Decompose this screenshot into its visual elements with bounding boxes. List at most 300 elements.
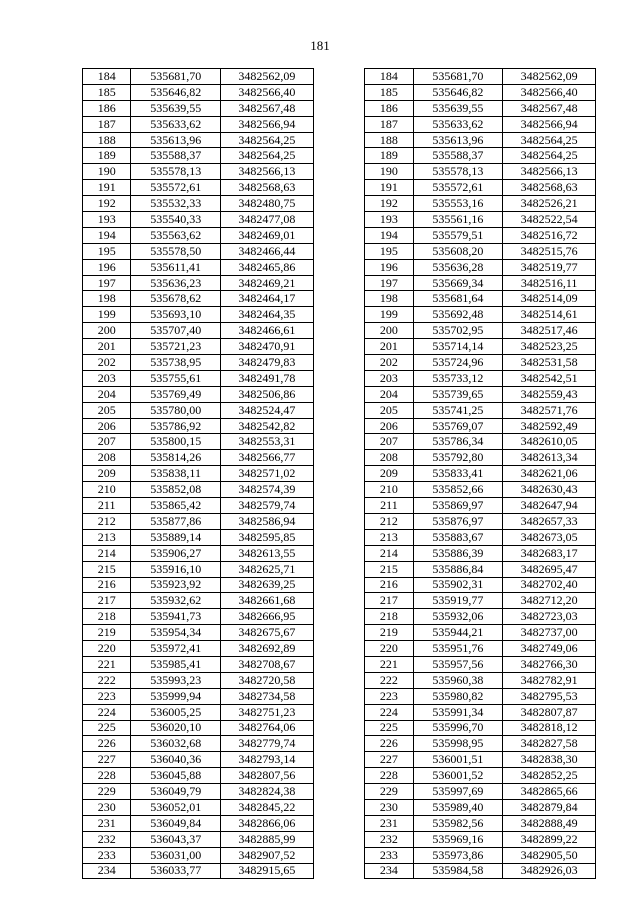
table-row [83, 69, 596, 85]
right-point-number-cell: 197 [365, 275, 413, 291]
left-point-number-cell: 223 [83, 688, 131, 704]
right-x-coordinate-cell: 535973,86 [413, 847, 503, 863]
right-x-coordinate-cell: 535998,95 [413, 736, 503, 752]
column-gap [313, 688, 365, 704]
column-gap [313, 704, 365, 720]
left-x-coordinate-cell: 535678,62 [131, 291, 221, 307]
left-x-coordinate-cell: 535611,41 [131, 259, 221, 275]
left-x-coordinate-cell: 535540,33 [131, 212, 221, 228]
table-row [83, 275, 596, 291]
left-x-coordinate-cell: 535578,50 [131, 243, 221, 259]
right-x-coordinate-cell: 535553,16 [413, 196, 503, 212]
right-x-coordinate-cell: 535786,34 [413, 434, 503, 450]
right-y-coordinate-cell: 3482673,05 [503, 529, 596, 545]
right-point-number-cell: 220 [365, 641, 413, 657]
left-y-coordinate-cell: 3482915,65 [221, 863, 314, 879]
right-y-coordinate-cell: 3482564,25 [503, 148, 596, 164]
table-row [83, 688, 596, 704]
right-point-number-cell: 186 [365, 100, 413, 116]
left-x-coordinate-cell: 535941,73 [131, 609, 221, 625]
column-gap [313, 593, 365, 609]
right-point-number-cell: 234 [365, 863, 413, 879]
table-row [83, 593, 596, 609]
left-point-number-cell: 211 [83, 498, 131, 514]
left-point-number-cell: 208 [83, 450, 131, 466]
right-point-number-cell: 226 [365, 736, 413, 752]
right-y-coordinate-cell: 3482610,05 [503, 434, 596, 450]
right-y-coordinate-cell: 3482567,48 [503, 100, 596, 116]
left-y-coordinate-cell: 3482542,82 [221, 418, 314, 434]
left-x-coordinate-cell: 536040,36 [131, 752, 221, 768]
right-point-number-cell: 192 [365, 196, 413, 212]
left-y-coordinate-cell: 3482566,40 [221, 84, 314, 100]
column-gap [313, 609, 365, 625]
table-row [83, 831, 596, 847]
left-point-number-cell: 229 [83, 784, 131, 800]
right-x-coordinate-cell: 535991,34 [413, 704, 503, 720]
right-y-coordinate-cell: 3482559,43 [503, 386, 596, 402]
right-x-coordinate-cell: 535902,31 [413, 577, 503, 593]
right-x-coordinate-cell: 535944,21 [413, 625, 503, 641]
right-point-number-cell: 218 [365, 609, 413, 625]
table-row [83, 513, 596, 529]
right-y-coordinate-cell: 3482566,13 [503, 164, 596, 180]
left-x-coordinate-cell: 536020,10 [131, 720, 221, 736]
table-row [83, 561, 596, 577]
left-point-number-cell: 232 [83, 831, 131, 847]
left-x-coordinate-cell: 536032,68 [131, 736, 221, 752]
right-point-number-cell: 221 [365, 656, 413, 672]
right-x-coordinate-cell: 535996,70 [413, 720, 503, 736]
left-y-coordinate-cell: 3482764,06 [221, 720, 314, 736]
column-gap [313, 84, 365, 100]
left-point-number-cell: 194 [83, 227, 131, 243]
column-gap [313, 720, 365, 736]
left-point-number-cell: 218 [83, 609, 131, 625]
table-row [83, 84, 596, 100]
right-y-coordinate-cell: 3482531,58 [503, 355, 596, 371]
right-y-coordinate-cell: 3482564,25 [503, 132, 596, 148]
right-point-number-cell: 231 [365, 815, 413, 831]
right-y-coordinate-cell: 3482782,91 [503, 672, 596, 688]
left-y-coordinate-cell: 3482708,67 [221, 656, 314, 672]
left-point-number-cell: 212 [83, 513, 131, 529]
right-x-coordinate-cell: 535951,76 [413, 641, 503, 657]
column-gap [313, 148, 365, 164]
right-point-number-cell: 224 [365, 704, 413, 720]
left-x-coordinate-cell: 535954,34 [131, 625, 221, 641]
table-row [83, 116, 596, 132]
right-point-number-cell: 204 [365, 386, 413, 402]
right-y-coordinate-cell: 3482526,21 [503, 196, 596, 212]
table-row [83, 466, 596, 482]
left-y-coordinate-cell: 3482639,25 [221, 577, 314, 593]
right-y-coordinate-cell: 3482568,63 [503, 180, 596, 196]
right-point-number-cell: 185 [365, 84, 413, 100]
left-y-coordinate-cell: 3482524,47 [221, 402, 314, 418]
left-point-number-cell: 202 [83, 355, 131, 371]
right-y-coordinate-cell: 3482515,76 [503, 243, 596, 259]
coordinates-table [82, 68, 596, 879]
right-point-number-cell: 227 [365, 752, 413, 768]
left-x-coordinate-cell: 535532,33 [131, 196, 221, 212]
column-gap [313, 370, 365, 386]
left-point-number-cell: 231 [83, 815, 131, 831]
left-y-coordinate-cell: 3482807,56 [221, 768, 314, 784]
coordinates-table-body [83, 69, 596, 879]
right-y-coordinate-cell: 3482905,50 [503, 847, 596, 863]
left-x-coordinate-cell: 536049,79 [131, 784, 221, 800]
left-y-coordinate-cell: 3482562,09 [221, 69, 314, 85]
left-y-coordinate-cell: 3482574,39 [221, 482, 314, 498]
column-gap [313, 450, 365, 466]
left-point-number-cell: 224 [83, 704, 131, 720]
left-x-coordinate-cell: 535889,14 [131, 529, 221, 545]
left-x-coordinate-cell: 536005,25 [131, 704, 221, 720]
left-y-coordinate-cell: 3482564,25 [221, 148, 314, 164]
right-x-coordinate-cell: 535883,67 [413, 529, 503, 545]
left-point-number-cell: 203 [83, 370, 131, 386]
left-x-coordinate-cell: 536052,01 [131, 799, 221, 815]
right-y-coordinate-cell: 3482818,12 [503, 720, 596, 736]
column-gap [313, 69, 365, 85]
right-x-coordinate-cell: 535957,56 [413, 656, 503, 672]
right-point-number-cell: 233 [365, 847, 413, 863]
left-y-coordinate-cell: 3482586,94 [221, 513, 314, 529]
column-gap [313, 323, 365, 339]
left-y-coordinate-cell: 3482566,94 [221, 116, 314, 132]
right-x-coordinate-cell: 535769,07 [413, 418, 503, 434]
left-point-number-cell: 234 [83, 863, 131, 879]
right-point-number-cell: 212 [365, 513, 413, 529]
right-point-number-cell: 196 [365, 259, 413, 275]
right-point-number-cell: 213 [365, 529, 413, 545]
left-x-coordinate-cell: 535916,10 [131, 561, 221, 577]
right-x-coordinate-cell: 535588,37 [413, 148, 503, 164]
right-y-coordinate-cell: 3482795,53 [503, 688, 596, 704]
left-x-coordinate-cell: 535721,23 [131, 339, 221, 355]
right-x-coordinate-cell: 535579,51 [413, 227, 503, 243]
right-point-number-cell: 201 [365, 339, 413, 355]
table-row [83, 212, 596, 228]
column-gap [313, 799, 365, 815]
left-point-number-cell: 233 [83, 847, 131, 863]
column-gap [313, 672, 365, 688]
left-x-coordinate-cell: 535865,42 [131, 498, 221, 514]
right-y-coordinate-cell: 3482592,49 [503, 418, 596, 434]
right-y-coordinate-cell: 3482517,46 [503, 323, 596, 339]
right-point-number-cell: 187 [365, 116, 413, 132]
left-y-coordinate-cell: 3482885,99 [221, 831, 314, 847]
right-y-coordinate-cell: 3482702,40 [503, 577, 596, 593]
table-row [83, 656, 596, 672]
table-row [83, 863, 596, 879]
right-y-coordinate-cell: 3482516,11 [503, 275, 596, 291]
table-row [83, 164, 596, 180]
table-row [83, 847, 596, 863]
left-y-coordinate-cell: 3482613,55 [221, 545, 314, 561]
left-y-coordinate-cell: 3482625,71 [221, 561, 314, 577]
left-point-number-cell: 189 [83, 148, 131, 164]
left-point-number-cell: 222 [83, 672, 131, 688]
right-x-coordinate-cell: 535681,64 [413, 291, 503, 307]
right-y-coordinate-cell: 3482514,09 [503, 291, 596, 307]
right-point-number-cell: 205 [365, 402, 413, 418]
left-point-number-cell: 195 [83, 243, 131, 259]
left-point-number-cell: 206 [83, 418, 131, 434]
column-gap [313, 196, 365, 212]
right-point-number-cell: 198 [365, 291, 413, 307]
table-row [83, 720, 596, 736]
right-y-coordinate-cell: 3482566,94 [503, 116, 596, 132]
right-y-coordinate-cell: 3482519,77 [503, 259, 596, 275]
right-point-number-cell: 210 [365, 482, 413, 498]
left-x-coordinate-cell: 535932,62 [131, 593, 221, 609]
left-y-coordinate-cell: 3482465,86 [221, 259, 314, 275]
right-y-coordinate-cell: 3482852,25 [503, 768, 596, 784]
column-gap [313, 641, 365, 657]
table-row [83, 180, 596, 196]
right-y-coordinate-cell: 3482899,22 [503, 831, 596, 847]
right-point-number-cell: 222 [365, 672, 413, 688]
column-gap [313, 831, 365, 847]
column-gap [313, 339, 365, 355]
left-y-coordinate-cell: 3482845,22 [221, 799, 314, 815]
right-x-coordinate-cell: 535639,55 [413, 100, 503, 116]
table-row [83, 784, 596, 800]
column-gap [313, 847, 365, 863]
left-y-coordinate-cell: 3482469,21 [221, 275, 314, 291]
left-x-coordinate-cell: 535588,37 [131, 148, 221, 164]
column-gap [313, 656, 365, 672]
right-x-coordinate-cell: 535633,62 [413, 116, 503, 132]
left-x-coordinate-cell: 535738,95 [131, 355, 221, 371]
right-x-coordinate-cell: 535852,66 [413, 482, 503, 498]
right-point-number-cell: 209 [365, 466, 413, 482]
right-y-coordinate-cell: 3482542,51 [503, 370, 596, 386]
left-y-coordinate-cell: 3482491,78 [221, 370, 314, 386]
right-x-coordinate-cell: 535669,34 [413, 275, 503, 291]
left-point-number-cell: 198 [83, 291, 131, 307]
right-point-number-cell: 195 [365, 243, 413, 259]
column-gap [313, 513, 365, 529]
left-y-coordinate-cell: 3482734,58 [221, 688, 314, 704]
table-row [83, 339, 596, 355]
left-x-coordinate-cell: 535852,08 [131, 482, 221, 498]
left-x-coordinate-cell: 535572,61 [131, 180, 221, 196]
right-point-number-cell: 184 [365, 69, 413, 85]
table-row [83, 323, 596, 339]
right-y-coordinate-cell: 3482827,58 [503, 736, 596, 752]
left-x-coordinate-cell: 535972,41 [131, 641, 221, 657]
column-gap [313, 355, 365, 371]
left-y-coordinate-cell: 3482566,77 [221, 450, 314, 466]
left-point-number-cell: 185 [83, 84, 131, 100]
column-gap [313, 259, 365, 275]
left-point-number-cell: 214 [83, 545, 131, 561]
right-x-coordinate-cell: 535741,25 [413, 402, 503, 418]
right-y-coordinate-cell: 3482712,20 [503, 593, 596, 609]
left-y-coordinate-cell: 3482568,63 [221, 180, 314, 196]
right-x-coordinate-cell: 536001,52 [413, 768, 503, 784]
table-row [83, 418, 596, 434]
left-point-number-cell: 219 [83, 625, 131, 641]
right-x-coordinate-cell: 535886,39 [413, 545, 503, 561]
left-x-coordinate-cell: 535707,40 [131, 323, 221, 339]
right-x-coordinate-cell: 535886,84 [413, 561, 503, 577]
right-point-number-cell: 202 [365, 355, 413, 371]
left-x-coordinate-cell: 535838,11 [131, 466, 221, 482]
column-gap [313, 100, 365, 116]
column-gap [313, 466, 365, 482]
right-point-number-cell: 219 [365, 625, 413, 641]
left-point-number-cell: 197 [83, 275, 131, 291]
left-y-coordinate-cell: 3482480,75 [221, 196, 314, 212]
table-row [83, 498, 596, 514]
table-row [83, 307, 596, 323]
column-gap [313, 212, 365, 228]
left-y-coordinate-cell: 3482506,86 [221, 386, 314, 402]
left-x-coordinate-cell: 535563,62 [131, 227, 221, 243]
left-y-coordinate-cell: 3482666,95 [221, 609, 314, 625]
column-gap [313, 625, 365, 641]
column-gap [313, 863, 365, 879]
left-y-coordinate-cell: 3482479,83 [221, 355, 314, 371]
left-point-number-cell: 230 [83, 799, 131, 815]
right-point-number-cell: 191 [365, 180, 413, 196]
left-x-coordinate-cell: 535923,92 [131, 577, 221, 593]
left-y-coordinate-cell: 3482866,06 [221, 815, 314, 831]
table-row [83, 100, 596, 116]
column-gap [313, 815, 365, 831]
column-gap [313, 116, 365, 132]
left-x-coordinate-cell: 536031,00 [131, 847, 221, 863]
column-gap [313, 402, 365, 418]
table-row [83, 148, 596, 164]
right-x-coordinate-cell: 535681,70 [413, 69, 503, 85]
left-y-coordinate-cell: 3482464,17 [221, 291, 314, 307]
table-row [83, 434, 596, 450]
right-x-coordinate-cell: 535646,82 [413, 84, 503, 100]
right-y-coordinate-cell: 3482695,47 [503, 561, 596, 577]
right-y-coordinate-cell: 3482657,33 [503, 513, 596, 529]
column-gap [313, 386, 365, 402]
column-gap [313, 243, 365, 259]
left-y-coordinate-cell: 3482579,74 [221, 498, 314, 514]
left-x-coordinate-cell: 535693,10 [131, 307, 221, 323]
left-x-coordinate-cell: 535800,15 [131, 434, 221, 450]
left-y-coordinate-cell: 3482564,25 [221, 132, 314, 148]
right-x-coordinate-cell: 535984,58 [413, 863, 503, 879]
right-point-number-cell: 207 [365, 434, 413, 450]
right-y-coordinate-cell: 3482516,72 [503, 227, 596, 243]
right-x-coordinate-cell: 535833,41 [413, 466, 503, 482]
left-point-number-cell: 207 [83, 434, 131, 450]
column-gap [313, 291, 365, 307]
table-row [83, 450, 596, 466]
right-point-number-cell: 199 [365, 307, 413, 323]
right-y-coordinate-cell: 3482865,66 [503, 784, 596, 800]
right-point-number-cell: 215 [365, 561, 413, 577]
table-row [83, 529, 596, 545]
right-x-coordinate-cell: 535869,97 [413, 498, 503, 514]
right-x-coordinate-cell: 535561,16 [413, 212, 503, 228]
left-x-coordinate-cell: 536033,77 [131, 863, 221, 879]
table-row [83, 768, 596, 784]
right-x-coordinate-cell: 535980,82 [413, 688, 503, 704]
right-x-coordinate-cell: 535919,77 [413, 593, 503, 609]
right-x-coordinate-cell: 535636,28 [413, 259, 503, 275]
left-y-coordinate-cell: 3482553,31 [221, 434, 314, 450]
table-row [83, 259, 596, 275]
left-point-number-cell: 190 [83, 164, 131, 180]
right-y-coordinate-cell: 3482562,09 [503, 69, 596, 85]
left-y-coordinate-cell: 3482466,61 [221, 323, 314, 339]
right-y-coordinate-cell: 3482571,76 [503, 402, 596, 418]
right-x-coordinate-cell: 535792,80 [413, 450, 503, 466]
right-x-coordinate-cell: 535960,38 [413, 672, 503, 688]
right-y-coordinate-cell: 3482647,94 [503, 498, 596, 514]
table-row [83, 736, 596, 752]
right-point-number-cell: 188 [365, 132, 413, 148]
left-point-number-cell: 184 [83, 69, 131, 85]
left-y-coordinate-cell: 3482469,01 [221, 227, 314, 243]
left-x-coordinate-cell: 535877,86 [131, 513, 221, 529]
right-y-coordinate-cell: 3482879,84 [503, 799, 596, 815]
column-gap [313, 529, 365, 545]
left-y-coordinate-cell: 3482571,02 [221, 466, 314, 482]
column-gap [313, 768, 365, 784]
table-row [83, 196, 596, 212]
left-x-coordinate-cell: 535999,94 [131, 688, 221, 704]
left-point-number-cell: 192 [83, 196, 131, 212]
table-row [83, 577, 596, 593]
right-y-coordinate-cell: 3482737,00 [503, 625, 596, 641]
left-point-number-cell: 193 [83, 212, 131, 228]
left-y-coordinate-cell: 3482675,67 [221, 625, 314, 641]
table-row [83, 641, 596, 657]
left-point-number-cell: 186 [83, 100, 131, 116]
right-y-coordinate-cell: 3482613,34 [503, 450, 596, 466]
table-row [83, 625, 596, 641]
right-y-coordinate-cell: 3482766,30 [503, 656, 596, 672]
table-row [83, 609, 596, 625]
left-x-coordinate-cell: 535639,55 [131, 100, 221, 116]
table-row [83, 482, 596, 498]
right-x-coordinate-cell: 535997,69 [413, 784, 503, 800]
left-y-coordinate-cell: 3482464,35 [221, 307, 314, 323]
right-x-coordinate-cell: 535876,97 [413, 513, 503, 529]
left-point-number-cell: 201 [83, 339, 131, 355]
right-x-coordinate-cell: 535714,14 [413, 339, 503, 355]
left-y-coordinate-cell: 3482470,91 [221, 339, 314, 355]
right-y-coordinate-cell: 3482514,61 [503, 307, 596, 323]
left-y-coordinate-cell: 3482907,52 [221, 847, 314, 863]
right-y-coordinate-cell: 3482522,54 [503, 212, 596, 228]
left-x-coordinate-cell: 535636,23 [131, 275, 221, 291]
right-x-coordinate-cell: 535724,96 [413, 355, 503, 371]
left-point-number-cell: 217 [83, 593, 131, 609]
right-point-number-cell: 190 [365, 164, 413, 180]
table-row [83, 545, 596, 561]
right-point-number-cell: 228 [365, 768, 413, 784]
right-x-coordinate-cell: 535572,61 [413, 180, 503, 196]
left-x-coordinate-cell: 535646,82 [131, 84, 221, 100]
right-y-coordinate-cell: 3482749,06 [503, 641, 596, 657]
right-y-coordinate-cell: 3482926,03 [503, 863, 596, 879]
right-point-number-cell: 214 [365, 545, 413, 561]
column-gap [313, 307, 365, 323]
